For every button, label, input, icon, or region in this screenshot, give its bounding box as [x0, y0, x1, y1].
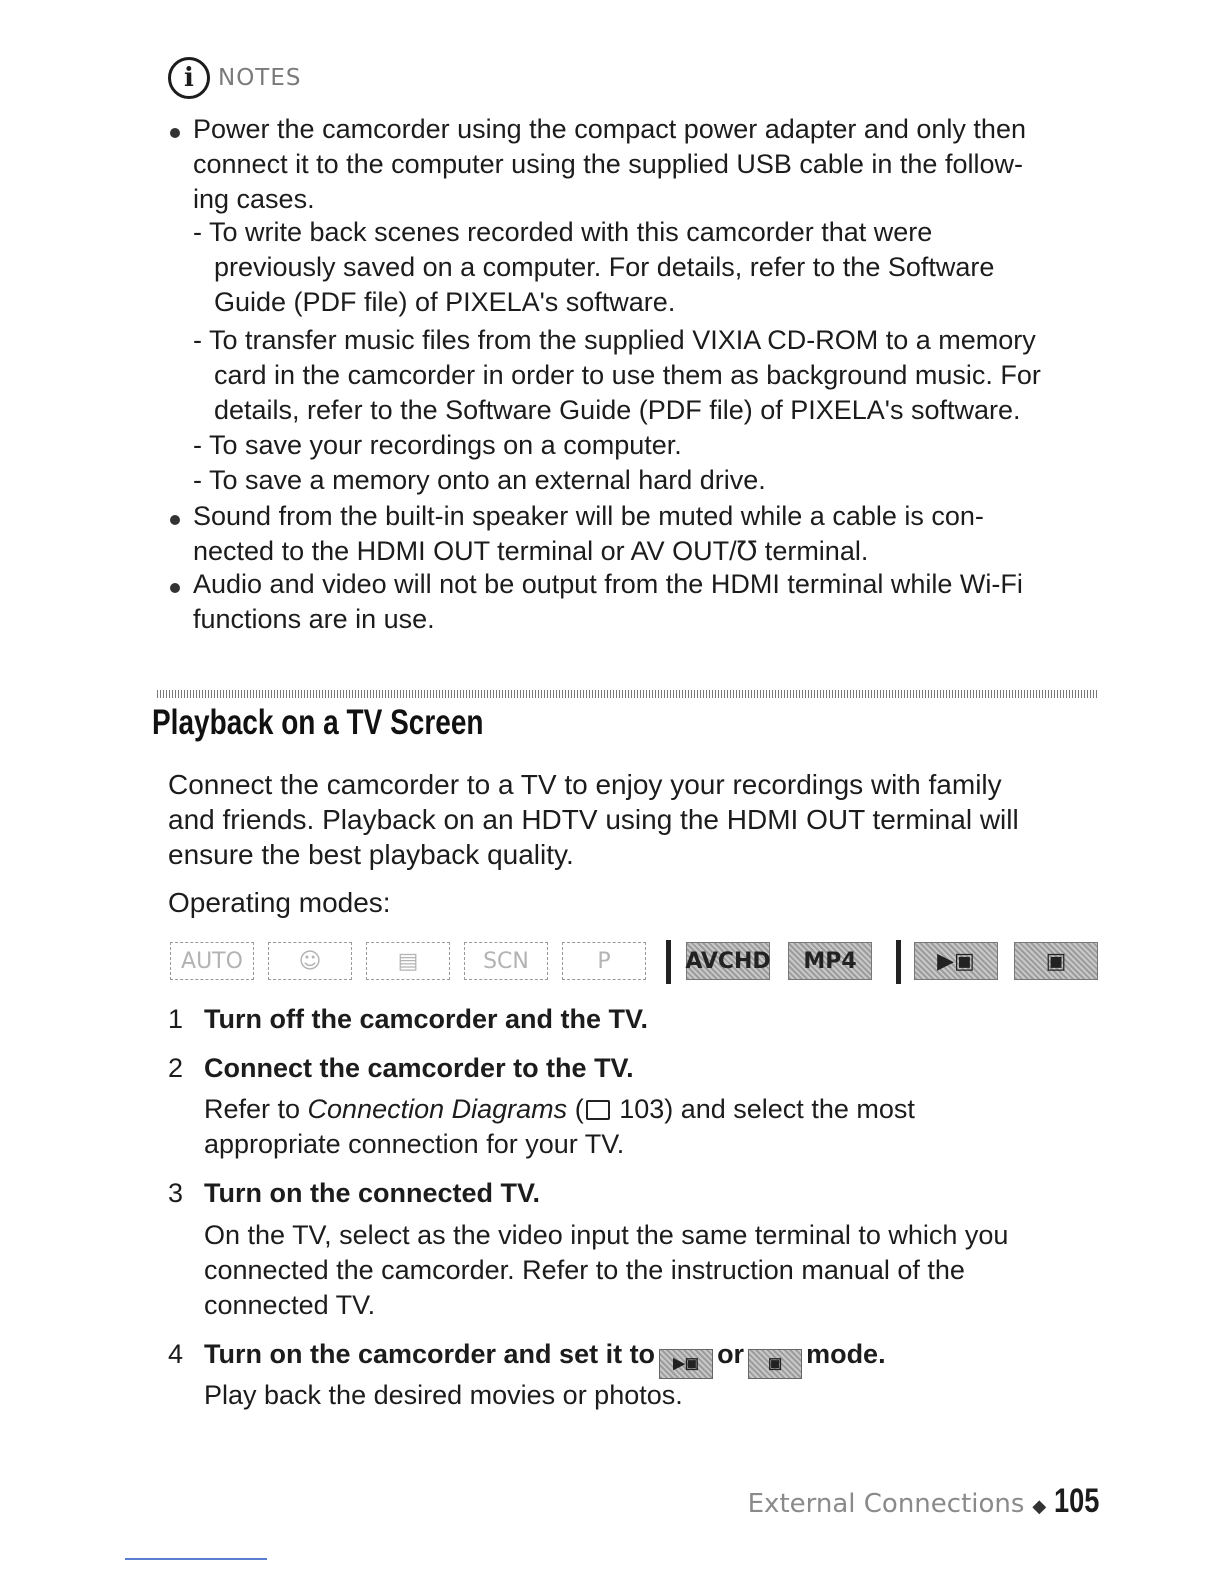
bullet-dot	[170, 583, 180, 593]
page-number: 105	[1054, 1482, 1100, 1520]
step-number: 2	[168, 1053, 184, 1083]
note-line: connect it to the computer using the supplied USB cable in the follow-	[193, 149, 1023, 179]
step-title-text: mode.	[806, 1339, 886, 1369]
step-body-text: 103) and select the most	[611, 1094, 915, 1124]
note-subline: card in the camcorder in order to use them as background music. For	[214, 360, 1041, 390]
note-subline: - To write back scenes recorded with this camcorder that were	[193, 217, 933, 247]
intro-line: ensure the best playback quality.	[168, 839, 574, 870]
note-subline: - To save a memory onto an external hard drive.	[193, 465, 766, 495]
step-title-text: or	[717, 1339, 745, 1369]
note-line: Audio and video will not be output from the HDMI terminal while Wi-Fi	[193, 569, 1023, 599]
photo-playback-icon: ▣	[748, 1349, 802, 1379]
mode-movie-playback-icon: ▶▣	[914, 942, 998, 980]
note-line: Power the camcorder using the compact power adapter and only then	[193, 114, 1026, 144]
step-body: Play back the desired movies or photos.	[204, 1380, 683, 1410]
step-body-text: Refer to	[204, 1094, 308, 1124]
step-number: 4	[168, 1339, 184, 1369]
step-title: Connect the camcorder to the TV.	[204, 1053, 634, 1083]
footer-section-label: External Connections	[747, 1489, 1025, 1519]
note-subline: Guide (PDF file) of PIXELA's software.	[214, 287, 676, 317]
intro-line: Connect the camcorder to a TV to enjoy your recordings with family	[168, 769, 1002, 800]
note-subline: - To save your recordings on a computer.	[193, 430, 682, 460]
note-line: nected to the HDMI OUT terminal or AV OUT/℧ terminal.	[193, 536, 869, 566]
note-subline: - To transfer music files from the supplied VIXIA CD-ROM to a memory	[193, 325, 1036, 355]
step-title-text: Turn on the camcorder and set it to	[204, 1339, 656, 1369]
step-number: 3	[168, 1178, 184, 1208]
notes-header	[168, 52, 302, 104]
movie-playback-icon: ▶▣	[659, 1349, 713, 1379]
mode-photo-playback-icon: ▣	[1014, 942, 1098, 980]
note-subline: details, refer to the Software Guide (PDF file) of PIXELA's software.	[214, 395, 1021, 425]
mode-avchd-icon: AVCHD	[686, 942, 770, 980]
step-number: 1	[168, 1004, 184, 1034]
step-body: connected TV.	[204, 1290, 376, 1320]
mode-p-icon: P	[562, 942, 646, 980]
step-body	[204, 1094, 915, 1125]
mode-cinema-icon: ▤	[366, 942, 450, 980]
mode-scn-icon: SCN	[464, 942, 548, 980]
note-line: ing cases.	[193, 184, 315, 214]
step-title	[204, 1339, 886, 1379]
operating-modes-label: Operating modes:	[168, 887, 391, 918]
diamond-icon: ◆	[1032, 1496, 1047, 1516]
step-body: appropriate connection for your TV.	[204, 1129, 625, 1159]
connection-diagrams-link[interactable]: Connection Diagrams	[307, 1094, 568, 1124]
mode-mp4-icon: MP4	[788, 942, 872, 980]
bullet-dot	[170, 128, 180, 138]
note-line: functions are in use.	[193, 604, 435, 634]
note-line: Sound from the built-in speaker will be muted while a cable is con-	[193, 501, 984, 531]
section-title: Playback on a TV Screen	[152, 703, 484, 742]
note-subline: previously saved on a computer. For details, refer to the Software	[214, 252, 995, 282]
mode-separator	[666, 940, 671, 984]
bullet-dot	[170, 515, 180, 525]
step-title: Turn on the connected TV.	[204, 1178, 541, 1208]
bottom-rule	[125, 1558, 267, 1560]
mode-separator	[896, 940, 901, 984]
step-body: connected the camcorder. Refer to the instruction manual of the	[204, 1255, 965, 1285]
mode-auto-icon: AUTO	[170, 942, 254, 980]
section-divider	[157, 690, 1097, 698]
operating-modes-row	[168, 940, 1100, 984]
notes-title: NOTES	[218, 65, 302, 91]
info-icon: i	[168, 57, 210, 99]
intro-line: and friends. Playback on an HDTV using the HDMI OUT terminal will	[168, 804, 1019, 835]
mode-portrait-icon: ☺	[268, 942, 352, 980]
step-title: Turn off the camcorder and the TV.	[204, 1004, 649, 1034]
book-icon	[586, 1100, 610, 1120]
page-footer	[748, 1482, 1111, 1521]
step-body: On the TV, select as the video input the same terminal to which you	[204, 1220, 1009, 1250]
ref-paren: (	[574, 1094, 584, 1124]
